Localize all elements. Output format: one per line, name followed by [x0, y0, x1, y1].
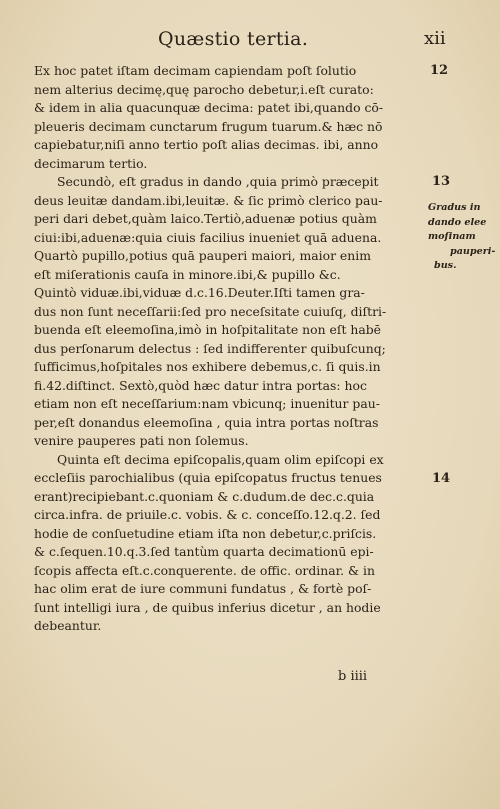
running-title: Quæstio tertia.	[158, 28, 309, 50]
text-line: eſt miſerationis cauſa in minore.ibi,& pupillo &c.	[34, 266, 341, 282]
text-line: circa.infra. de priuile.c. vobis. & c. conceſſo.12.q.2. ſed	[34, 507, 381, 522]
margin-note-line: dando elee	[428, 216, 487, 228]
text-line: erant)recipiebant.c.quoniam & c.dudum.de dec.c.quia	[34, 488, 375, 504]
margin-note-line: moſinam	[428, 231, 476, 243]
text-line: Secundò, eſt gradus in dando ,quia primò præcepit	[57, 174, 379, 189]
text-line: Quartò pupillo,potius quā pauperi maiori, maior enim	[34, 248, 371, 263]
text-line: eccleſiis parochialibus (quia epiſcopatus fructus tenues	[34, 470, 382, 485]
text-line: ciui:ibi,aduenæ:quia ciuis facilius inueniet quā aduena.	[34, 229, 382, 245]
signature-mark: b iiii	[338, 669, 368, 684]
text-line: ſunt intelligi iura , de quibus inferius dicetur , an hodie	[34, 599, 381, 615]
text-line: ſufficimus,hoſpitales nos exhibere debemus,c. ſi quis.in	[34, 359, 381, 374]
folio-number: xii	[424, 28, 446, 49]
margin-note-line: bus.	[434, 260, 457, 272]
text-line: pleueris decimam cunctarum frugum tuarum.& hæc nō	[34, 118, 383, 134]
text-line: dus perſonarum delectus : ſed indifferenter quibuſcunq;	[34, 340, 386, 356]
text-line: ſcopis affecta eſt.c.conquerente. de offic. ordinar. & in	[34, 562, 375, 578]
text-line: fi.42.diſtinct. Sextò,quòd hæc datur intra portas: hoc	[34, 377, 367, 393]
text-line: deus leuitæ dandam.ibi,leuitæ. & ſic primò clerico pau-	[34, 192, 383, 208]
margin-number-13: 13	[432, 174, 451, 189]
text-line: Quinta eſt decima epiſcopalis,quam olim epiſcopi ex	[57, 451, 384, 467]
text-line: etiam non eſt neceſſarium:nam vbicunq; inuenitur pau-	[34, 396, 380, 411]
text-line: decimarum tertio.	[34, 155, 148, 171]
text-line: nem alterius decimę,quę parocho debetur,i.eſt curato:	[34, 81, 374, 97]
text-line: & idem in alia quacunquæ decima: patet ibi,quando cō-	[34, 100, 384, 115]
margin-number-14: 14	[432, 471, 451, 486]
main-text-block	[34, 62, 430, 636]
text-line: & c.ſequen.10.q.3.ſed tantùm quarta decimationū epi-	[34, 544, 374, 559]
page-header	[0, 28, 500, 54]
margin-note-line: pauperi-	[450, 245, 496, 257]
text-line: hodie de conſuetudine etiam iſta non debetur,c.priſcis.	[34, 525, 377, 541]
margin-number-12: 12	[430, 63, 449, 78]
text-line: Ex hoc patet iſtam decimam capiendam poſt ſolutio	[34, 63, 357, 78]
text-line: per,eſt donandus eleemoſina , quia intra portas noſtras	[34, 414, 379, 430]
text-line: dus non ſunt neceſſarii:ſed pro neceſsitate cuiuſq, diſtri-	[34, 303, 387, 319]
marginal-note	[428, 201, 494, 274]
text-line: hac olim erat de iure communi fundatus , & fortè poſ-	[34, 581, 372, 596]
text-line: debeantur.	[34, 618, 102, 633]
text-line: buenda eſt eleemoſina,imò in hoſpitalitate non eſt habē	[34, 322, 381, 337]
text-line: Quintò viduæ.ibi,viduæ d.c.16.Deuter.Iſti tamen gra-	[34, 285, 365, 300]
margin-note-line: Gradus in	[428, 202, 481, 213]
text-line: capiebatur,niſi anno tertio poſt alias decimas. ibi, anno	[34, 137, 379, 152]
text-line: venire pauperes pati non ſolemus.	[34, 433, 249, 448]
text-line: peri dari debet,quàm laico.Tertiò,aduenæ potius quàm	[34, 211, 377, 226]
